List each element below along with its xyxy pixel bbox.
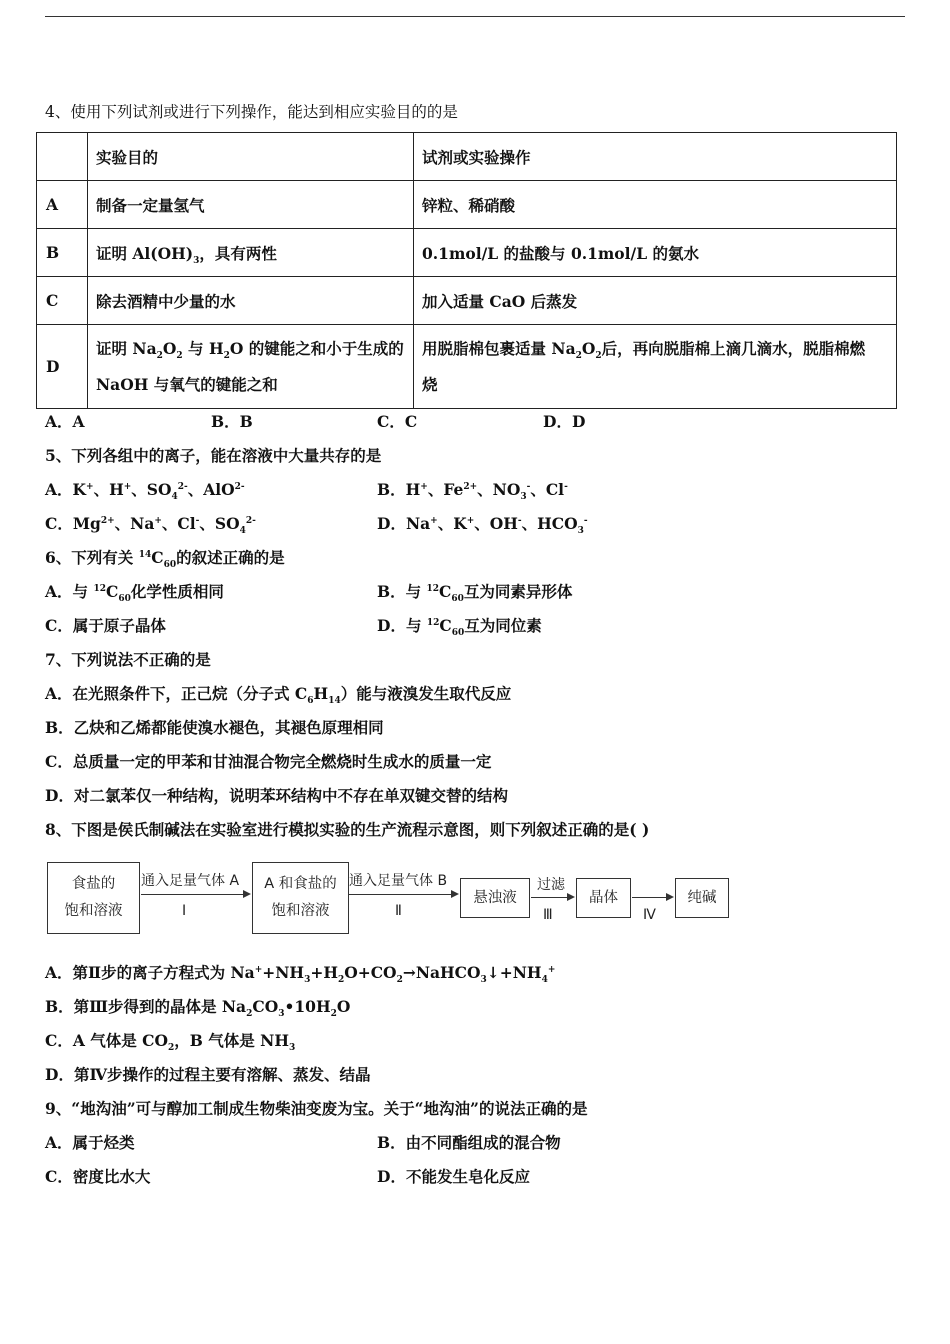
row-label: C bbox=[37, 277, 88, 325]
q4-table bbox=[36, 132, 897, 409]
flow-box-salt-solution: 食盐的 饱和溶液 bbox=[47, 862, 140, 934]
row-purpose: 证明 $Al(OH)_3$，具有两性 bbox=[88, 229, 414, 277]
q8-stem: 8、下图是侯氏制碱法在实验室进行模拟实验的生产流程示意图，则下列叙述正确的是( ) bbox=[45, 820, 650, 839]
header-rule bbox=[45, 16, 905, 17]
q4-option-b: B．B bbox=[211, 412, 253, 431]
flow-step-2: Ⅱ bbox=[395, 903, 402, 919]
row-operation: 锌粒、稀硝酸 bbox=[414, 181, 897, 229]
flow-box-crystal: 晶体 bbox=[576, 878, 631, 918]
flow-step-3: Ⅲ bbox=[543, 907, 553, 923]
row-operation: 用脱脂棉包裹适量 $Na_2O_2$后，再向脱脂棉上滴几滴水，脱脂棉燃 烧 bbox=[414, 325, 897, 409]
row-purpose: 证明 $Na_2O_2$ 与 $H_2O$ 的键能之和小于生成的 NaOH 与氧气的键能之和 bbox=[88, 325, 414, 409]
row-operation: 加入适量 CaO 后蒸发 bbox=[414, 277, 897, 325]
flow-arrow-4 bbox=[632, 897, 672, 898]
table-row bbox=[37, 229, 897, 277]
q5-stem: 5、下列各组中的离子，能在溶液中大量共存的是 bbox=[45, 446, 382, 465]
row-label: B bbox=[37, 229, 88, 277]
flow-arrow-3 bbox=[531, 897, 573, 898]
q7-option-c: C．总质量一定的甲苯和甘油混合物完全燃烧时生成水的质量一定 bbox=[45, 752, 492, 771]
q5-option-b: B．H+、$Fe^{2+}$、$NO_3^-$、Cl- bbox=[377, 480, 568, 503]
q4-option-c: C．C bbox=[377, 412, 418, 431]
q4-stem: 4、使用下列试剂或进行下列操作，能达到相应实验目的的是 bbox=[45, 103, 458, 121]
q8-option-d: D．第Ⅳ步操作的过程主要有溶解、蒸发、结晶 bbox=[45, 1065, 371, 1084]
q6-option-c: C．属于原子晶体 bbox=[45, 616, 166, 635]
row-operation: 0.1mol/L 的盐酸与 0.1mol/L 的氨水 bbox=[414, 229, 897, 277]
row-label: A bbox=[37, 181, 88, 229]
q9-option-c: C．密度比水大 bbox=[45, 1167, 151, 1186]
flow-arrow1-label: 通入足量气体 A bbox=[141, 873, 240, 889]
q9-option-d: D．不能发生皂化反应 bbox=[377, 1167, 530, 1186]
table-row bbox=[37, 277, 897, 325]
q5-option-c: C．$Mg^{2+}$、Na+、Cl-、$SO_4^{2-}$ bbox=[45, 514, 256, 537]
table-row bbox=[37, 325, 897, 409]
q9-option-b: B．由不同酯组成的混合物 bbox=[377, 1133, 561, 1152]
table-row bbox=[37, 181, 897, 229]
flow-arrow3-label: 过滤 bbox=[537, 877, 565, 893]
q9-option-a: A．属于烃类 bbox=[45, 1133, 135, 1152]
flow-arrow-1 bbox=[141, 894, 249, 895]
flow-box-suspension: 悬浊液 bbox=[460, 878, 530, 918]
flow-box-a-salt-solution: A 和食盐的 饱和溶液 bbox=[252, 862, 349, 934]
row-label: D bbox=[37, 325, 88, 409]
q7-option-b: B．乙炔和乙烯都能使溴水褪色，其褪色原理相同 bbox=[45, 718, 384, 737]
q4-option-d: D．D bbox=[543, 412, 586, 431]
q9-stem: 9、“地沟油”可与醇加工制成生物柴油变废为宝。关于“地沟油”的说法正确的是 bbox=[45, 1099, 588, 1118]
row-purpose: 除去酒精中少量的水 bbox=[88, 277, 414, 325]
q5-option-d: D．Na+、K+、OH-、$HCO_3^-$ bbox=[377, 514, 588, 537]
flow-step-4: Ⅳ bbox=[643, 907, 656, 923]
table-row bbox=[37, 133, 897, 181]
flow-step-1: Ⅰ bbox=[182, 903, 187, 919]
q6-option-a: A．与 $^{12}C_{60}$化学性质相同 bbox=[45, 582, 224, 605]
q7-option-a: A．在光照条件下，正己烷（分子式 $C_6H_{14}$）能与液溴发生取代反应 bbox=[45, 684, 512, 707]
q8-option-a: A．第Ⅱ步的离子方程式为 $Na^++NH_3+H_2O+CO_2\to NaHCO_3↓+NH_4^+$ bbox=[45, 963, 556, 986]
q8-option-b: B．第Ⅲ步得到的晶体是 $Na_2CO_3•10H_2O$ bbox=[45, 997, 351, 1020]
q7-option-d: D．对二氯苯仅一种结构，说明苯环结构中不存在单双键交替的结构 bbox=[45, 786, 508, 805]
flow-arrow2-label: 通入足量气体 B bbox=[349, 873, 448, 889]
q7-stem: 7、下列说法不正确的是 bbox=[45, 650, 211, 669]
q6-option-d: D．与 $^{12}C_{60}$互为同位素 bbox=[377, 616, 542, 639]
table-header-operation: 试剂或实验操作 bbox=[414, 133, 897, 181]
q6-stem: 6、下列有关 $^{14}C_{60}$的叙述正确的是 bbox=[45, 548, 285, 571]
flow-box-soda-ash: 纯碱 bbox=[675, 878, 729, 918]
table-header-purpose: 实验目的 bbox=[88, 133, 414, 181]
table-header-cell bbox=[37, 133, 88, 181]
q6-option-b: B．与 $^{12}C_{60}$互为同素异形体 bbox=[377, 582, 573, 605]
q8-option-c: C．A 气体是 $CO_2$，B 气体是 $NH_3$ bbox=[45, 1031, 296, 1054]
row-purpose: 制备一定量氢气 bbox=[88, 181, 414, 229]
q5-option-a: A．K+、H+、$SO_4^{2-}$、AlO$^{2-}$ bbox=[45, 480, 245, 503]
q4-option-a: A．A bbox=[45, 412, 85, 431]
flow-arrow-2 bbox=[349, 894, 457, 895]
